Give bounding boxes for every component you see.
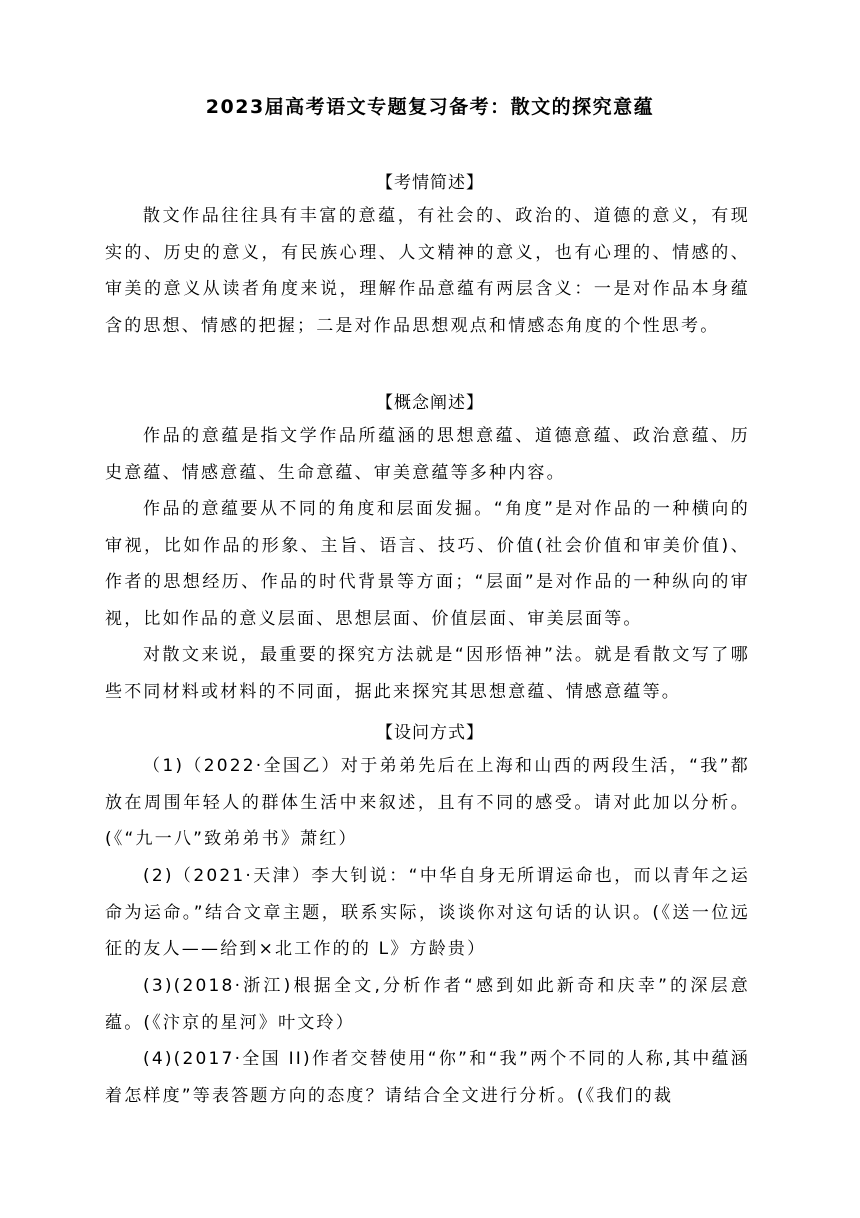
- document-title: 2023届高考语文专题复习备考：散文的探究意蕴: [205, 96, 655, 118]
- question-item-3: (3)(2018·浙江)根据全文,分析作者“感到如此新奇和庆幸”的深层意蕴。(《汴京的星河》叶文玲）: [105, 976, 750, 1033]
- paragraph-concept-2: 作品的意蕴要从不同的角度和层面发掘。“角度”是对作品的一种横向的审视，比如作品的形象、主旨、语言、技巧、价值(社会价值和审美价值)、作者的思想经历、作品的时代背景等方面；“层面”是对作品的一种纵向的审视，比如作品的意义层面、思想层面、价值层面、审美层面等。: [105, 499, 750, 629]
- section-heading-concept: 【概念阐述】: [376, 393, 484, 413]
- question-item-4: (4)(2017·全国 II)作者交替使用“你”和“我”两个不同的人称,其中蕴涵着怎样度”等表答题方向的态度？请结合全文进行分析。(《我们的裁: [105, 1049, 750, 1106]
- paragraph-concept-1: 作品的意蕴是指文学作品所蕴涵的思想意蕴、道德意蕴、政治意蕴、历史意蕴、情感意蕴、生命意蕴、审美意蕴等多种内容。: [105, 426, 750, 483]
- section-heading-question-types: 【设问方式】: [376, 723, 484, 743]
- question-item-1: （1)（2022·全国乙）对于弟弟先后在上海和山西的两段生活，“我”都放在周围年轻人的群体生活中来叙述，且有不同的感受。请对此加以分析。(《“九一八”致弟弟书》萧红）: [105, 756, 750, 849]
- paragraph-exam-overview: 散文作品往往具有丰富的意蕴，有社会的、政治的、道德的意义，有现实的、历史的意义，有民族心理、人文精神的意义，也有心理的、情感的、审美的意义从读者角度来说，理解作品意蕴有两层含义：一是对作品本身蕴含的思想、情感的把握；二是对作品思想观点和情感态角度的个性思考。: [105, 206, 750, 336]
- section-heading-exam-overview: 【考情简述】: [376, 173, 484, 193]
- question-item-2: (2)（2021·天津）李大钊说：“中华自身无所谓运命也，而以青年之运命为运命。”结合文章主题，联系实际，谈谈你对这句话的认识。(《送一位远征的友人——给到×北工作的的 L》方龄贵）: [105, 866, 750, 959]
- paragraph-concept-3: 对散文来说，最重要的探究方法就是“因形悟神”法。就是看散文写了哪些不同材料或材料的不同面，据此来探究其思想意蕴、情感意蕴等。: [105, 645, 750, 702]
